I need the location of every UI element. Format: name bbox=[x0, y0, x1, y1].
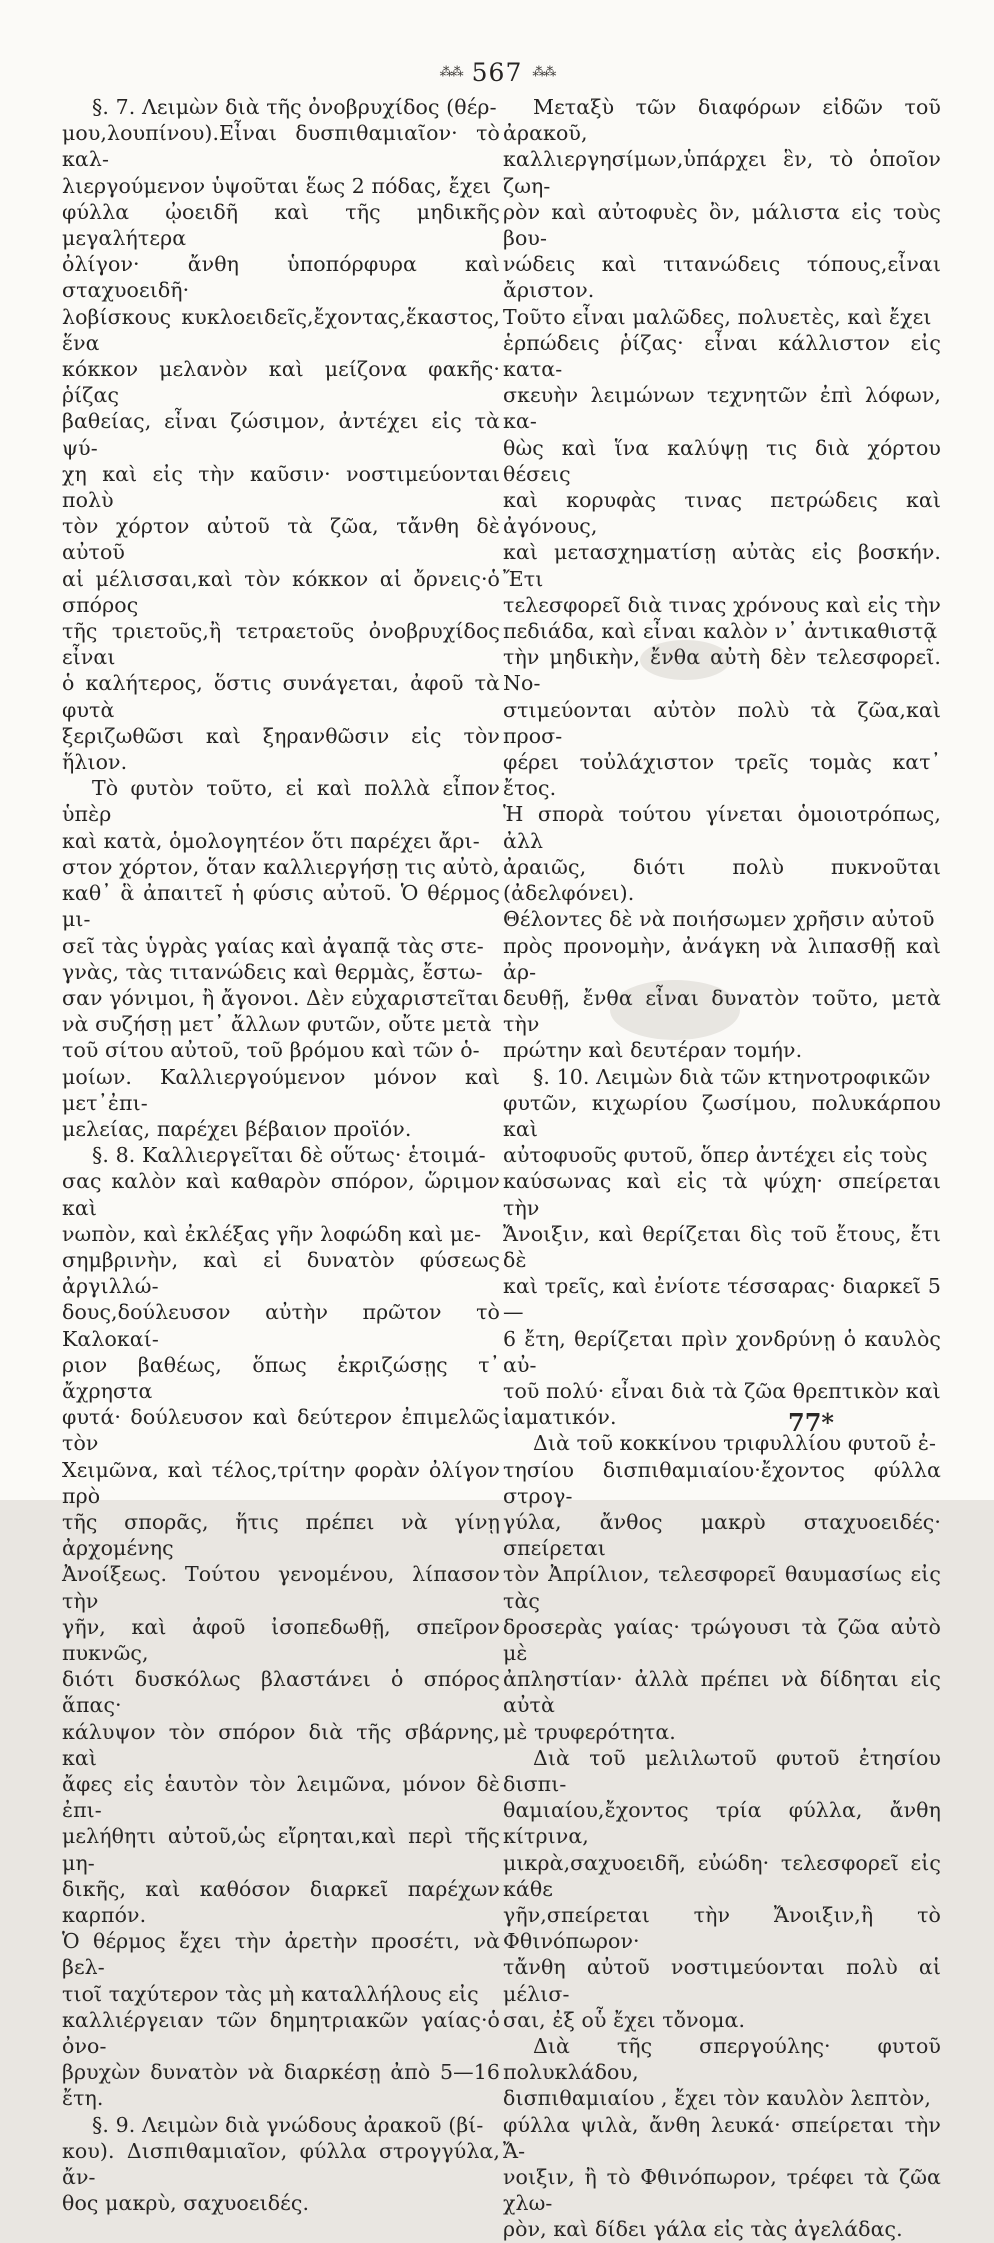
vetch-paragraph: Μεταξὺ τῶν διαφόρων εἰδῶν τοῦ ἀρακοῦ, καλλιεργησίμων,ὑπάρχει ἓν, τὸ ὁποῖον ζωη- ρὸν καὶ αὐτοφυὲς ὂν, μάλιστα εἰς τοὺς βου- νώδεις καὶ τιτανώδεις τόπους,εἶναι ἄριστον. Τοῦτο εἶναι μαλῶδες, πολυετὲς, καὶ ἔχει ἑρπώδεις ῥίζας· εἶναι κάλλιστον εἰς κατα- σκευὴν λειμώνων τεχνητῶν ἐπὶ λόφων, κα- θὼς καὶ ἵνα καλύψῃ τις διὰ χόρτου θέσεις καὶ κορυφὰς τινας πετρώδεις καὶ ἀγόνους, καὶ μετασχηματίσῃ αὐτὰς εἰς βοσκήν. Ἔτι τελεσφορεῖ διὰ τινας χρόνους καὶ εἰς τὴν πεδιάδα, καὶ εἶναι καλὸν ν᾽ ἀντικαθιστᾷ τὴν μηδικὴν, ἔνθα αὐτὴ δὲν τελεσφορεῖ. Νο- στιμεύονται αὐτὸν πολὺ τὰ ζῶα,καὶ προσ- φέρει τοὐλάχιστον τρεῖς τομὰς κατ᾽ ἔτος. Ἡ σπορὰ τούτου γίνεται ὁμοιοτρόπως, ἀλλ ἀραιῶς, διότι πολὺ πυκνοῦται (ἀδελφόνει). Θέλοντες δὲ νὰ ποιήσωμεν χρῆσιν αὐτοῦ πρὸς προνομὴν, ἀνάγκη νὰ λιπασθῇ καὶ ἀρ- δευθῇ, ἔνθα εἶναι δυνατὸν τοῦτο, μετὰ τὴν πρώτην καὶ δευτέραν τομήν. bbox=[503, 95, 941, 1063]
left-column bbox=[62, 94, 500, 2216]
ornament-right: ⁂⁂ bbox=[532, 64, 555, 80]
section-9-paragraph: §. 9. Λειμὼν διὰ γνώδους ἀρακοῦ (βί- κου). Δισπιθαμιαῖον, φύλλα στρογγύλα, ἄν- θος μακρὺ, σαχυοειδές. bbox=[62, 2112, 500, 2216]
signature-mark: 77* bbox=[788, 1408, 834, 1437]
ornament-left: ⁂⁂ bbox=[439, 64, 462, 80]
right-column bbox=[503, 94, 941, 2242]
lupin-description-paragraph: Τὸ φυτὸν τοῦτο, εἰ καὶ πολλὰ εἶπον ὑπὲρ καὶ κατὰ, ὁμολογητέον ὅτι παρέχει ἄρι- στον χόρτον, ὅταν καλλιεργήσῃ τις αὐτὸ, καθ᾽ ἃ ἀπαιτεῖ ἡ φύσις αὐτοῦ. Ὁ θέρμος μι- σεῖ τὰς ὑγρὰς γαίας καὶ ἀγαπᾷ τὰς στε- γνὰς, τὰς τιτανώδεις καὶ θερμὰς, ἔστω- σαν γόνιμοι, ἢ ἄγονοι. Δὲν εὐχαριστεῖται νὰ συζήσῃ μετ᾽ ἄλλων φυτῶν, οὔτε μετὰ τοῦ σίτου αὐτοῦ, τοῦ βρόμου καὶ τῶν ὁ- μοίων. Καλλιεργούμενον μόνον καὶ μετ᾽ἐπι- μελείας, παρέχει βέβαιον προϊόν. bbox=[62, 776, 500, 1141]
page-header bbox=[0, 54, 994, 90]
page-number: 567 bbox=[471, 57, 523, 87]
melilot-paragraph: Διὰ τοῦ μελιλωτοῦ φυτοῦ ἐτησίου δισπι- θαμιαίου,ἔχοντος τρία φύλλα, ἄνθη κίτρινα, μικρὰ,σαχυοειδῆ, εὐώδη· τελεσφορεῖ εἰς κάθε γῆν,σπείρεται τὴν Ἄνοιξιν,ἢ τὸ Φθινόπωρον· τἄνθη αὐτοῦ νοστιμεύονται πολὺ αἱ μέλισ- σαι, ἐξ οὗ ἔχει τὄνομα. bbox=[503, 1745, 941, 2032]
red-clover-paragraph: Διὰ τοῦ κοκκίνου τριφυλλίου φυτοῦ ἐ- τησίου δισπιθαμιαίου·ἔχοντος φύλλα στρογ- γύλα, ἄνθος μακρὺ σταχυοειδές· σπείρεται τὸν Ἀπρίλιον, τελεσφορεῖ θαυμασίως εἰς τὰς δροσερὰς γαίας· τρώγουσι τὰ ζῶα αὐτὸ μὲ ἀπληστίαν· ἀλλὰ πρέπει νὰ δίδηται εἰς αὐτὰ μὲ τρυφερότητα. bbox=[503, 1431, 941, 1744]
spergula-paragraph: Διὰ τῆς σπεργούλης· φυτοῦ πολυκλάδου, δισπιθαμιαίου , ἔχει τὸν καυλὸν λεπτὸν, φύλλα ψιλὰ, ἄνθη λευκά· σπείρεται τὴν Ἄ- νοιξιν, ἢ τὸ Φθινόπωρον, τρέφει τὰ ζῶα χλω- ρὸν, καὶ δίδει γάλα εἰς τὰς ἀγελάδας. bbox=[503, 2034, 941, 2242]
section-7-paragraph: §. 7. Λειμὼν διὰ τῆς ὀνοβρυχίδος (θέρ- μου,λουπίνου).Εἶναι δυσπιθαμιαῖον· τὸ καλ- λιεργούμενον ὑψοῦται ἕως 2 πόδας, ἔχει φύλλα ᾠοειδῆ καὶ τῆς μηδικῆς μεγαλήτερα ὀλίγον· ἄνθη ὑποπόρφυρα καὶ σταχυοειδῆ· λοβίσκους κυκλοειδεῖς,ἔχοντας,ἕκαστος, ἕνα κόκκον μελανὸν καὶ μείζονα φακῆς· ῥίζας βαθείας, εἶναι ζώσιμον, ἀντέχει εἰς τὰ ψύ- χη καὶ εἰς τὴν καῦσιν· νοστιμεύονται πολὺ τὸν χόρτον αὐτοῦ τὰ ζῶα, τἄνθη δὲ αὐτοῦ αἱ μέλισσαι,καὶ τὸν κόκκον αἱ ὄρνεις·ὁ σπόρος τῆς τριετοῦς,ἢ τετραετοῦς ὀνοβρυχίδος εἶναι ὁ καλήτερος, ὅστις συνάγεται, ἀφοῦ τὰ φυτὰ ξεριζωθῶσι καὶ ξηρανθῶσιν εἰς τὸν ἥλιον. bbox=[62, 95, 500, 775]
section-10-paragraph: §. 10. Λειμὼν διὰ τῶν κτηνοτροφικῶν φυτῶν, κιχωρίου ζωσίμου, πολυκάρπου καὶ αὐτοφυοῦς φυτοῦ, ὅπερ ἀντέχει εἰς τοὺς καύσωνας καὶ εἰς τὰ ψύχη· σπείρεται τὴν Ἄνοιξιν, καὶ θερίζεται δὶς τοῦ ἔτους, ἔτι δὲ καὶ τρεῖς, καὶ ἐνίοτε τέσσαρας· διαρκεῖ 5— 6 ἔτη, θερίζεται πρὶν χονδρύνῃ ὁ καυλὸς αὐ- τοῦ πολύ· εἶναι διὰ τὰ ζῶα θρεπτικὸν καὶ ἰαματικόν. bbox=[503, 1064, 941, 1430]
section-8-paragraph: §. 8. Καλλιεργεῖται δὲ οὕτως· ἑτοιμά- σας καλὸν καὶ καθαρὸν σπόρον, ὥριμον καὶ νωπὸν, καὶ ἐκλέξας γῆν λοφώδη καὶ με- σημβρινὴν, καὶ εἰ δυνατὸν φύσεως ἀργιλλώ- δους,δούλευσον αὐτὴν πρῶτον τὸ Καλοκαί- ριον βαθέως, ὅπως ἐκριζώσῃς τ᾽ ἄχρηστα φυτά· δούλευσον καὶ δεύτερον ἐπιμελῶς τὸν Χειμῶνα, καὶ τέλος,τρίτην φορὰν ὀλίγον πρὸ τῆς σπορᾶς, ἥτις πρέπει νὰ γίνῃ ἀρχομένης Ἀνοίξεως. Τούτου γενομένου, λίπασον τὴν γῆν, καὶ ἀφοῦ ἰσοπεδωθῇ, σπεῖρον πυκνῶς, διότι δυσκόλως βλαστάνει ὁ σπόρος ἅπας· κάλυψον τὸν σπόρον διὰ τῆς σβάρνης, καὶ ἄφες εἰς ἑαυτὸν τὸν λειμῶνα, μόνον δὲ ἐπι- μελήθητι αὐτοῦ,ὡς εἴρηται,καὶ περὶ τῆς μη- δικῆς, καὶ καθόσον διαρκεῖ παρέχων καρπόν. Ὁ θέρμος ἔχει τὴν ἀρετὴν προσέτι, νὰ βελ- τιοῖ ταχύτερον τὰς μὴ καταλλήλους εἰς καλλιέργειαν τῶν δημητριακῶν γαίας·ὁ ὀνο- βρυχὼν δυνατὸν νὰ διαρκέσῃ ἀπὸ 5—16 ἔτη. bbox=[62, 1143, 500, 2111]
